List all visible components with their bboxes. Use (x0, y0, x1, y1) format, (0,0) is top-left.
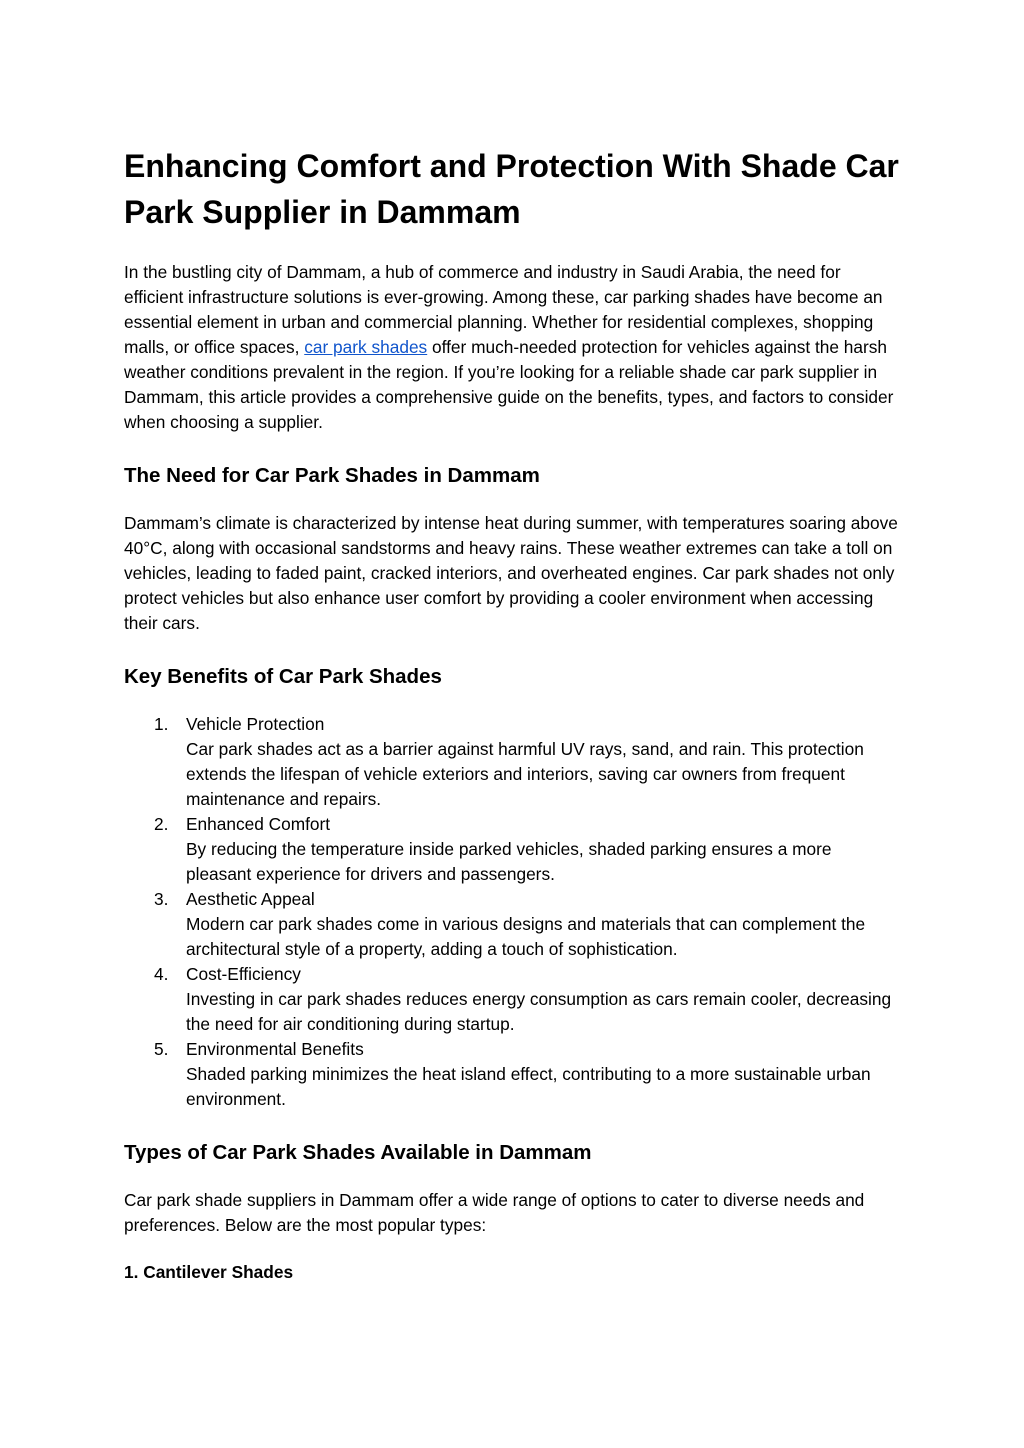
benefits-list (124, 712, 900, 1112)
document-title: Enhancing Comfort and Protection With Shade Car Park Supplier in Dammam (124, 148, 899, 230)
list-item-description: Investing in car park shades reduces energy consumption as cars remain cooler, decreasing the need for air conditioning during startup. (186, 989, 892, 1034)
subheading-cantilever-shades: 1. Cantilever Shades (124, 1262, 294, 1282)
list-item (124, 962, 900, 1037)
list-item-title: Cost-Efficiency (186, 964, 301, 984)
list-item-title: Aesthetic Appeal (186, 889, 315, 909)
list-item-number: 1. (154, 714, 169, 734)
list-item-description: Shaded parking minimizes the heat island effect, contributing to a more sustainable urban environment. (186, 1064, 871, 1109)
intro-paragraph (124, 260, 900, 435)
list-item-number: 2. (154, 814, 169, 834)
section-heading-benefits: Key Benefits of Car Park Shades (124, 665, 442, 688)
list-item-title: Environmental Benefits (186, 1039, 364, 1059)
section-need-paragraph: Dammam’s climate is characterized by intense heat during summer, with temperatures soaring above 40°C, along with occasional sandstorms and heavy rains. These weather extremes can take a toll on vehicles, leading to faded paint, cracked interiors, and overheated engines. Car park shades not only protect vehicles but also enhance user comfort by providing a cooler environment when accessing their cars. (124, 513, 898, 633)
list-item-number: 3. (154, 889, 169, 909)
document-page (124, 143, 900, 1285)
list-item (124, 712, 900, 812)
car-park-shades-link[interactable]: car park shades (304, 337, 428, 357)
section-heading-types: Types of Car Park Shades Available in Dammam (124, 1141, 592, 1164)
section-heading-need: The Need for Car Park Shades in Dammam (124, 464, 540, 487)
list-item-description: Modern car park shades come in various designs and materials that can complement the architectural style of a property, adding a touch of sophistication. (186, 914, 866, 959)
list-item-number: 5. (154, 1039, 169, 1059)
section-types-paragraph: Car park shade suppliers in Dammam offer a wide range of options to cater to diverse needs and preferences. Below are the most popular types: (124, 1190, 865, 1235)
list-item (124, 1037, 900, 1112)
list-item (124, 812, 900, 887)
intro-text-after-link: offer much-needed protection for vehicles against the harsh weather conditions prevalent in the region. If you’re looking for a reliable shade car park supplier in Dammam, this article provides a comprehensive guide on the benefits, types, and factors to consider when choosing a supplier. (124, 337, 894, 432)
list-item-description: By reducing the temperature inside parked vehicles, shaded parking ensures a more pleasant experience for drivers and passengers. (186, 839, 832, 884)
list-item-description: Car park shades act as a barrier against harmful UV rays, sand, and rain. This protection extends the lifespan of vehicle exteriors and interiors, saving car owners from frequent maintenance and repairs. (186, 739, 864, 809)
list-item (124, 887, 900, 962)
list-item-title: Vehicle Protection (186, 714, 325, 734)
list-item-title: Enhanced Comfort (186, 814, 331, 834)
intro-text-before-link: In the bustling city of Dammam, a hub of commerce and industry in Saudi Arabia, the need for efficient infrastructure solutions is ever-growing. Among these, car parking shades have become an essential element in urban and commercial planning. Whether for residential complexes, shopping malls, or office spaces, (124, 262, 883, 357)
list-item-number: 4. (154, 964, 169, 984)
